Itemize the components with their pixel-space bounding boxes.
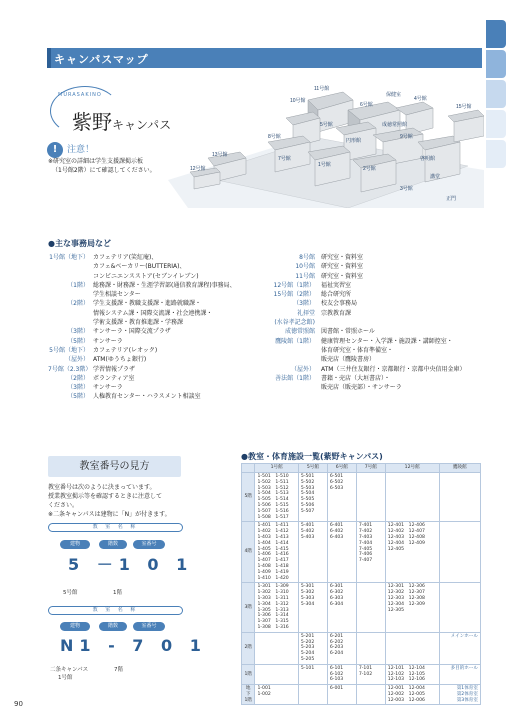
room-cell: 1-301 1-309 1-302 1-310 1-303 1-311 1-304 1-312 1-305 1-313 1-306 1-314 1-307 1-315 1-308 1-316	[255, 583, 298, 632]
side-tab	[486, 110, 506, 138]
room-cell	[439, 522, 480, 583]
room-cell: メインホール	[439, 632, 480, 664]
office-desc: カフェ&ベーカリー(BUTTERIA)、	[93, 263, 186, 271]
office-location: （3階）	[293, 300, 315, 308]
office-desc: 学術支援課・教育推進課・学務課	[93, 319, 184, 327]
office-desc: 学習情報プラザ	[93, 365, 136, 373]
map-label: 15号館	[456, 104, 472, 110]
room-cell: 5-201 5-202 5-203 5-204 5-205	[298, 632, 327, 664]
rooms-table	[241, 463, 481, 705]
floor-label: 3階	[242, 583, 255, 632]
office-desc: サンサーラ・国際交流プラザ	[93, 328, 171, 336]
section-header-title: キャンパスマップ	[54, 53, 149, 66]
office-location: 11号館	[295, 272, 315, 280]
office-row	[48, 309, 263, 318]
office-row	[48, 346, 263, 355]
example-room-2: N1 - 7 0 1	[60, 636, 207, 655]
room-cell: 多目的ホール	[439, 664, 480, 684]
column-header: 7号館	[356, 464, 385, 473]
office-desc: 研究室・資料室	[321, 272, 364, 280]
office-desc: ATM(ゆうちょ銀行)	[93, 356, 147, 364]
how-title: 教室番号の見方	[48, 456, 181, 477]
office-row	[48, 290, 263, 299]
room-cell: 1-401 1-411 1-402 1-412 1-403 1-413 1-404 1-414 1-405 1-415 1-406 1-416 1-407 1-417 1-408 1-418 1-409 1-419 1-410 1-420	[255, 522, 298, 583]
map-label: 11号館	[314, 86, 330, 92]
offices-list	[48, 253, 488, 402]
office-desc: ATM（三井住友銀行・京都銀行・京都中央信用金庫）	[321, 365, 466, 373]
office-desc: 研究室・資料室	[321, 263, 364, 271]
office-desc: 健康管理センター・入学課・施設課・講師控室・	[321, 337, 453, 345]
pill-floor: 階数	[99, 622, 127, 631]
campus-name-small: キャンパス	[112, 118, 172, 132]
office-row	[48, 299, 263, 308]
room-cell: 1-001 1-002	[255, 685, 298, 705]
room-cell	[356, 685, 385, 705]
office-desc: カフェテリア(笑紅庵)、	[93, 254, 158, 261]
room-cell: 6-001	[327, 685, 356, 705]
office-location	[48, 309, 93, 318]
example1-floor: 1階	[113, 590, 122, 596]
room-cell	[439, 583, 480, 632]
room-cell: 5-501 5-502 5-503 5-504 5-505 5-506 5-507	[298, 473, 327, 522]
map-label: 2号館	[363, 166, 376, 172]
office-location: 12号館（1階）	[273, 281, 315, 289]
office-location: （5階）	[67, 393, 89, 401]
column-header: 鷹陵館	[439, 464, 480, 473]
room-cell: 7-401 7-402 7-403 7-404 7-405 7-406 7-407	[356, 522, 385, 583]
office-row	[48, 327, 263, 336]
office-row	[263, 290, 491, 299]
map-label: 7号館	[278, 156, 291, 162]
room-cell	[385, 473, 439, 522]
how-text-line: ※二条キャンパスは建物に「N」が付きます。	[48, 511, 171, 518]
map-label: 円形館	[346, 138, 362, 144]
office-location	[263, 383, 321, 392]
example2-floor: 7階	[114, 667, 123, 673]
room-cell	[439, 473, 480, 522]
floor-label: 地下 1階	[242, 685, 255, 705]
office-row	[263, 337, 491, 346]
offices-right-column	[263, 253, 491, 402]
room-cell	[255, 664, 298, 684]
map-label: 成徳常照館	[382, 122, 408, 128]
diagram-header: 教 室 名 称	[48, 606, 183, 615]
office-desc: 販売店（鷹陵書房）	[321, 356, 376, 364]
office-location: （1階）	[67, 281, 89, 289]
office-row	[263, 318, 491, 327]
warning-label: 注意！	[67, 145, 95, 155]
office-desc: 校友会事務局	[321, 300, 358, 308]
table-row	[242, 685, 481, 705]
room-cell: 第1体育室 第2体育室 第3体育室	[439, 685, 480, 705]
room-cell: 12-301 12-306 12-302 12-307 12-303 12-308 12-304 12-309 12-305	[385, 583, 439, 632]
office-desc: 人権教育センター・ハラスメント相談室	[93, 393, 201, 401]
office-row	[263, 327, 491, 336]
office-desc: サンサーラ	[93, 384, 123, 392]
campus-map	[168, 80, 484, 208]
map-label: 6号館	[360, 102, 373, 108]
page-number: 90	[14, 700, 23, 708]
office-location: 15号館（2階）	[273, 291, 315, 299]
office-row	[263, 262, 491, 271]
office-location	[48, 272, 93, 281]
room-cell	[298, 685, 327, 705]
room-cell	[385, 632, 439, 664]
office-desc: サンサーラ	[93, 337, 123, 345]
column-header: 12号館	[385, 464, 439, 473]
how-text-line: 教室番号は次のように決まっています。	[48, 484, 156, 491]
room-cell: 5-401 5-402 5-403	[298, 522, 327, 583]
room-cell: 6-201 6-202 6-203 6-204	[327, 632, 356, 664]
pill-floor: 階数	[99, 540, 127, 549]
room-cell: 5-301 5-302 5-303 5-304	[298, 583, 327, 632]
office-desc: 販売店（販売部）・サンサーラ	[321, 384, 402, 392]
map-label: 9号館	[400, 134, 413, 140]
pill-room: 室番号	[133, 540, 165, 549]
campus-name-big: 紫野	[72, 110, 112, 134]
floor-label: 1階	[242, 664, 255, 684]
office-row	[263, 383, 491, 392]
office-location: 7号館（2.3階）	[48, 365, 92, 373]
office-location: （屋外）	[290, 365, 315, 373]
office-row	[263, 365, 491, 374]
room-cell: 7-101 7-102	[356, 664, 385, 684]
office-desc: 宗教教育課	[321, 309, 352, 317]
map-label: 8号館	[268, 134, 281, 140]
office-row	[263, 374, 491, 383]
office-desc: 総務課・財務課・生涯学習部(通信教育課程)事務局、	[93, 281, 236, 289]
room-cell: 6-101 6-102 6-103	[327, 664, 356, 684]
map-label: 保健室	[386, 92, 402, 98]
diagram-header: 教 室 名 称	[48, 523, 183, 532]
office-desc: 福祉実習室	[321, 281, 352, 289]
office-location: 鷹陵館（1階）	[275, 337, 315, 345]
pill-building: 建物	[60, 540, 90, 549]
office-location: 10号館	[295, 263, 315, 271]
office-row	[48, 365, 263, 374]
office-row	[48, 262, 263, 271]
example2-campus: 二条キャンパス	[50, 667, 89, 673]
office-row	[48, 318, 263, 327]
room-cell	[356, 632, 385, 664]
campus-title	[72, 106, 171, 135]
side-tab	[486, 20, 506, 48]
side-tab	[486, 140, 506, 168]
office-row	[48, 253, 263, 262]
office-location: (水谷孝記念館)	[274, 319, 315, 327]
office-row	[263, 309, 491, 318]
office-location: （2階）	[67, 300, 89, 308]
note-line: ※研究室の詳細は学生支援課掲示板	[48, 158, 144, 165]
column-header: 6号館	[327, 464, 356, 473]
pill-room: 室番号	[133, 622, 165, 631]
office-location: 善法館（1階）	[275, 374, 315, 382]
office-desc	[321, 318, 491, 327]
office-desc: ボランティア室	[93, 374, 135, 382]
offices-left-column	[48, 253, 263, 402]
office-desc: 学生相談センター	[93, 291, 141, 299]
room-cell: 6-501 6-502 6-503	[327, 473, 356, 522]
how-text-line: 授業教室掲示等を確認するときに注意して	[48, 493, 163, 500]
how-text-line: ください。	[48, 502, 79, 509]
office-location: （3階）	[67, 328, 89, 336]
map-label: 正門	[446, 196, 457, 202]
side-tab	[486, 50, 506, 78]
note-line: （1号館2階）にて確認してください。	[52, 167, 156, 174]
room-cell: 12-001 12-004 12-002 12-005 12-003 12-006	[385, 685, 439, 705]
office-row	[263, 346, 491, 355]
office-row	[263, 355, 491, 364]
office-row	[48, 392, 263, 401]
office-row	[48, 337, 263, 346]
table-corner	[242, 464, 255, 473]
example1-building: 5号館	[63, 590, 78, 596]
office-location: （3階）	[67, 384, 89, 392]
map-label: 4号館	[414, 96, 427, 102]
table-row	[242, 583, 481, 632]
map-label: 5号館	[320, 122, 333, 128]
room-cell	[356, 583, 385, 632]
how-text	[48, 483, 183, 519]
map-label: 10号館	[290, 98, 306, 104]
floor-label: 2階	[242, 632, 255, 664]
rooms-title: ●教室・体育施設一覧(紫野キャンパス)	[241, 452, 383, 461]
floor-label: 4階	[242, 522, 255, 583]
column-header: 1号館	[255, 464, 298, 473]
office-desc: 研究室・資料室	[321, 254, 364, 261]
office-desc: 情報システム課・国際交流課・社会連携課・	[93, 309, 213, 317]
floor-label: 5階	[242, 473, 255, 522]
office-row	[263, 272, 491, 281]
office-row	[48, 355, 263, 364]
office-desc: コンビニエンスストア(セブンイレブン)	[93, 272, 199, 280]
column-header: 5号館	[298, 464, 327, 473]
room-cell	[356, 473, 385, 522]
office-location: （2階）	[67, 374, 89, 382]
example2-building: 1号館	[58, 675, 73, 681]
table-row	[242, 664, 481, 684]
office-location: 礼拝堂	[296, 309, 315, 317]
office-row	[263, 281, 491, 290]
room-cell: 5-101	[298, 664, 327, 684]
warning-note	[48, 157, 178, 175]
office-location: 成徳常照館	[284, 328, 315, 336]
room-cell	[255, 632, 298, 664]
room-cell: 6-401 6-402 6-403	[327, 522, 356, 583]
office-row	[48, 281, 263, 290]
room-cell: 12-101 12-104 12-102 12-105 12-103 12-106	[385, 664, 439, 684]
office-desc: カフェテリア(レオック)	[93, 346, 158, 354]
office-desc: 図書館・常照ホール	[321, 328, 375, 336]
office-location: 8号館	[299, 254, 315, 261]
side-tabs	[486, 20, 506, 170]
table-header-row	[242, 464, 481, 473]
room-cell: 6-301 6-302 6-303 6-304	[327, 583, 356, 632]
office-row	[263, 299, 491, 308]
office-row	[48, 383, 263, 392]
table-row	[242, 632, 481, 664]
map-label: 講堂	[430, 174, 441, 180]
office-location: 5号館（地下）	[49, 346, 89, 354]
offices-title: ●主な事務局など	[48, 239, 111, 248]
map-label: 1号館	[318, 162, 331, 168]
office-location	[48, 262, 93, 271]
office-location	[48, 318, 93, 327]
office-desc: 学生支援課・教職支援課・進路就職課・	[93, 300, 202, 308]
office-location: 1号館（地下）	[49, 254, 89, 261]
map-label: 13号館	[212, 152, 228, 158]
office-desc: 総合研究所	[321, 291, 352, 299]
office-desc: 書籍・売店（大垣書店）・	[321, 374, 391, 382]
warning-icon: !	[47, 142, 63, 158]
map-label: 12号館	[190, 166, 206, 172]
office-location	[263, 346, 321, 355]
office-row	[48, 272, 263, 281]
office-location	[48, 290, 93, 299]
office-location: （屋外）	[64, 356, 89, 364]
room-cell: 12-401 12-406 12-402 12-407 12-403 12-408 12-404 12-409 12-405	[385, 522, 439, 583]
office-location	[263, 355, 321, 364]
table-row	[242, 522, 481, 583]
pill-building: 建物	[60, 622, 90, 631]
map-label: 啓明館	[420, 156, 436, 162]
campus-romaji: MURASAKINO	[58, 92, 102, 98]
example-room-1: 5 －1 0 1	[68, 555, 194, 574]
office-row	[48, 374, 263, 383]
room-cell: 1-501 1-510 1-502 1-511 1-503 1-512 1-504 1-513 1-505 1-514 1-506 1-515 1-507 1-516 1-508 1-517	[255, 473, 298, 522]
office-desc: 体育研究室・体育準備室・	[321, 346, 394, 354]
office-location: （5階）	[67, 337, 89, 345]
office-row	[263, 253, 491, 262]
table-row	[242, 473, 481, 522]
map-label: 3号館	[400, 186, 413, 192]
side-tab	[486, 80, 506, 108]
